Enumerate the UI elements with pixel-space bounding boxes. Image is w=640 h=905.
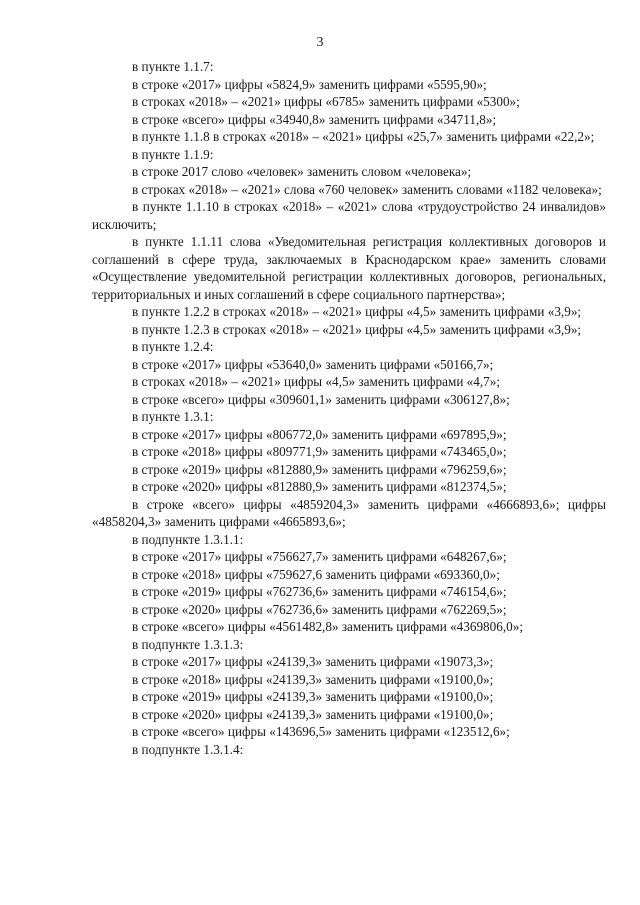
paragraph: в подпункте 1.3.1.1:	[132, 531, 244, 547]
paragraph: в строке «2020» цифры «24139,3» заменить цифрами «19100,0»;	[132, 706, 494, 722]
paragraph: в пункте 1.1.8 в строках «2018» – «2021» цифры «25,7» заменить цифрами «22,2»;	[132, 129, 595, 144]
paragraph: в строке «2019» цифры «762736,6» заменить цифрами «746154,6»;	[132, 584, 507, 599]
paragraph: в строке «2020» цифры «762736,6» заменить цифрами «762269,5»;	[132, 601, 507, 617]
paragraph: в пункте 1.1.11 слова «Уведомительная регистрация коллективных договоров и соглашений в сфере труда, заключаемых в Краснодарском крае» заменить словами «Осуществление уведомительной регистрации коллективных договоров, региональных, территориальных и иных соглашений в сфере социального партнерства»;	[92, 234, 606, 302]
paragraph: в строке «2017» цифры «806772,0» заменить цифрами «697895,9»;	[132, 426, 507, 442]
paragraph: в пункте 1.3.1:	[132, 409, 214, 424]
paragraph: в строке «2017» цифры «53640,0» заменить цифрами «50166,7»;	[132, 356, 494, 372]
paragraph: в строках «2018» – «2021» цифры «4,5» заменить цифрами «4,7»;	[132, 374, 501, 389]
paragraph: в строке «2017» цифры «5824,9» заменить цифрами «5595,90»;	[132, 76, 487, 92]
paragraph: в пункте 1.1.10 в строках «2018» – «2021» слова «трудоустройство 24 инвалидов» исключить;	[92, 199, 606, 232]
paragraph: в строке «2017» цифры «756627,7» заменить цифрами «648267,6»;	[132, 549, 507, 564]
paragraph: в строке «2019» цифры «812880,9» заменить цифрами «796259,6»;	[132, 461, 507, 477]
paragraph: в строках «2018» – «2021» цифры «6785» заменить цифрами «5300»;	[132, 94, 520, 109]
page-number: 3	[316, 35, 324, 50]
paragraph: в строке «2018» цифры «809771,9» заменить цифрами «743465,0»;	[132, 444, 507, 459]
paragraph: в строке «2017» цифры «24139,3» заменить цифрами «19073,3»;	[132, 654, 494, 669]
paragraph: в строке «всего» цифры «34940,8» заменить цифрами «34711,8»;	[132, 111, 497, 127]
paragraph: в строке «2018» цифры «24139,3» заменить цифрами «19100,0»;	[132, 671, 494, 687]
paragraph: в строке 2017 слово «человек» заменить словом «человека»;	[132, 164, 472, 179]
paragraph: в пункте 1.2.2 в строках «2018» – «2021» цифры «4,5» заменить цифрами «3,9»;	[132, 304, 582, 319]
paragraph: в строке «2020» цифры «812880,9» заменить цифрами «812374,5»;	[132, 479, 507, 494]
paragraph: в подпункте 1.3.1.4:	[132, 741, 244, 757]
document-body	[92, 58, 606, 758]
paragraph: в строке «всего» цифры «4859204,3» заменить цифрами «4666893,6»; цифры «4858204,3» заменить цифрами «4665893,6»;	[92, 496, 606, 529]
paragraph: в пункте 1.2.4:	[132, 339, 214, 354]
paragraph: в пункте 1.1.9:	[132, 146, 214, 162]
paragraph: в строках «2018» – «2021» слова «760 человек» заменить словами «1182 человека»;	[132, 181, 602, 197]
paragraph: в строке «всего» цифры «309601,1» заменить цифрами «306127,8»;	[132, 391, 510, 407]
paragraph: в строке «всего» цифры «143696,5» заменить цифрами «123512,6»;	[132, 724, 510, 739]
paragraph: в пункте 1.1.7:	[132, 59, 214, 74]
paragraph: в строке «всего» цифры «4561482,8» заменить цифрами «4369806,0»;	[132, 619, 523, 634]
paragraph: в строке «2019» цифры «24139,3» заменить цифрами «19100,0»;	[132, 689, 494, 704]
paragraph: в пункте 1.2.3 в строках «2018» – «2021» цифры «4,5» заменить цифрами «3,9»;	[132, 321, 582, 337]
paragraph: в подпункте 1.3.1.3:	[132, 636, 244, 652]
paragraph: в строке «2018» цифры «759627,6 заменить цифрами «693360,0»;	[132, 566, 500, 582]
